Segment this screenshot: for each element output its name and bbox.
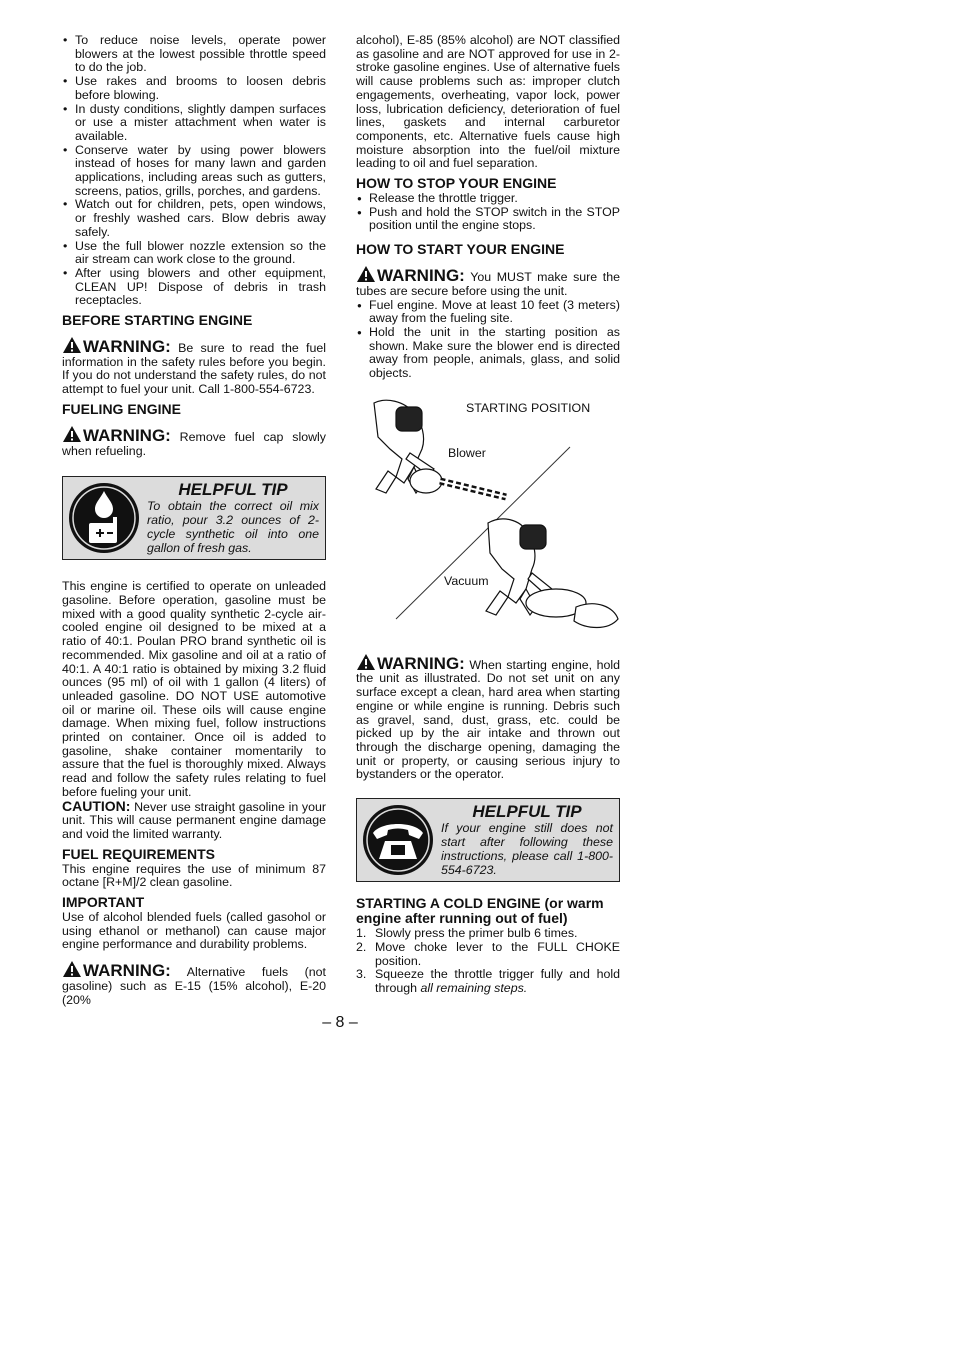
warning-triangle-icon — [62, 425, 82, 443]
before-starting-heading: BEFORE STARTING ENGINE — [62, 312, 253, 329]
fuel-requirements-heading: FUEL REQUIREMENTS — [62, 845, 215, 862]
page-number: – 8 – — [322, 1014, 358, 1031]
figure-label-blower: Blower — [448, 445, 486, 460]
warning-text: When starting engine, hold the unit as illustrated. Do not set unit on any surface except a clean, hard area when starting engine or while engine is running. Debris such as gravel, sand, dust, grass, etc. could be picked up by the air intake and thrown out through the discharge opening, damaging the unit or property, or causing serious injury to bystanders or the operator. — [356, 657, 620, 782]
list-item: 3. Squeeze the throttle trigger fully and hold through all remaining steps. — [356, 967, 620, 995]
warning-triangle-icon — [62, 336, 82, 354]
right-column — [356, 34, 620, 996]
left-column — [62, 34, 326, 1007]
list-item: ● Fuel engine. Move at least 10 feet (3 meters) away from the fueling site. — [356, 299, 620, 326]
list-item: • Use rakes and brooms to loosen debris before blowing. — [62, 75, 326, 102]
warning-label: WARNING: — [83, 961, 171, 981]
warning-starting — [356, 653, 620, 782]
warning-triangle-icon — [356, 265, 376, 283]
tip-text: If your engine still does not start after following these instructions, please call 1-800-554-6723. — [441, 821, 613, 878]
tip-text: To obtain the correct oil mix ratio, pour 3.2 ounces of 2-cycle synthetic oil into one gallon of fresh gas. — [147, 499, 319, 556]
figure-label-vacuum: Vacuum — [444, 573, 489, 588]
list-item: ● Release the throttle trigger. — [356, 192, 620, 206]
warning-triangle-icon — [62, 960, 82, 978]
list-item: ● Push and hold the STOP switch in the STOP position until the engine stops. — [356, 206, 620, 233]
warning-label: WARNING: — [377, 266, 465, 286]
start-engine-heading: HOW TO START YOUR ENGINE — [356, 241, 565, 258]
list-item: • Conserve water by using power blowers instead of hoses for many lawn and garden applications, including areas such as gutters, screens, patios, grills, porches, and gardens. — [62, 144, 326, 199]
warning-alt-fuels — [62, 960, 326, 1007]
tips-list — [62, 34, 326, 308]
telephone-icon — [361, 803, 435, 877]
warning-fuel-info — [62, 336, 326, 397]
warning-text: Remove fuel cap slowly when refueling. — [62, 429, 326, 458]
caution-block — [62, 797, 326, 842]
engine-paragraph: This engine is certified to operate on unleaded gasoline. Before operation, gasoline must be mixed with a good quality synthetic 2-cycle air-cooled engine oil designed to be mixed at a ratio of 40:1. Poulan PRO brand synthetic oil is recommended. Mix gasoline and oil at a ratio of 40:1. A 40:1 ratio is obtained by mixing 3.2 fluid ounces (95 ml) of oil with 1 gallon (4 liters) of unleaded gasoline. DO NOT USE automotive oil or marine oil. These oils will cause engine damage. When mixing fuel, follow instructions printed on container. Once oil is added to gasoline, shake container momentarily to assure that the fuel is thoroughly mixed. Always read and follow the safety rules relating to fuel before fueling your unit. — [62, 579, 326, 799]
helpful-tip-oil-mix — [62, 476, 326, 560]
warning-text: You MUST make sure the tubes are secure before using the unit. — [356, 270, 621, 298]
starting-position-figure — [356, 393, 620, 643]
list-item: 2. Move choke lever to the FULL CHOKE position. — [356, 939, 620, 968]
warning-fuel-cap — [62, 425, 326, 458]
cold-engine-steps — [356, 927, 620, 996]
start-engine-list — [356, 299, 620, 381]
list-item: ● Hold the unit in the starting position as shown. Make sure the blower end is directed away from people, animals, glass, and solid objects. — [356, 326, 620, 381]
stop-engine-heading: HOW TO STOP YOUR ENGINE — [356, 175, 557, 192]
list-item: 1. Slowly press the primer bulb 6 times. — [356, 926, 578, 941]
helpful-tip-call — [356, 798, 620, 882]
starting-position-illustration — [356, 393, 620, 643]
fuel-can-icon — [67, 481, 141, 555]
important-heading: IMPORTANT — [62, 894, 145, 911]
fueling-heading: FUELING ENGINE — [62, 400, 182, 417]
list-item: • To reduce noise levels, operate power blowers at the lowest possible throttle speed to do the job. — [62, 34, 326, 75]
cold-engine-heading: STARTING A COLD ENGINE (or warm engine after running out of fuel) — [356, 895, 604, 927]
stop-engine-list — [356, 192, 620, 233]
important-text: Use of alcohol blended fuels (called gasohol or using ethanol or methanol) can cause major engine performance and durability problems. — [62, 910, 326, 952]
warning-label: WARNING: — [83, 337, 171, 357]
list-item: • In dusty conditions, slightly dampen surfaces or use a mister attachment when water is available. — [62, 103, 326, 144]
list-item: • Use the full blower nozzle extension so the air stream can work close to the ground. — [62, 240, 326, 267]
tip-title: HELPFUL TIP — [472, 802, 582, 822]
warning-text: Be sure to read the fuel information in the safety rules before you begin. If you do not understand the safety rules, do not attempt to fuel your unit. Call 1-800-554-6723. — [62, 341, 326, 397]
warning-label: WARNING: — [377, 653, 465, 673]
list-item: • Watch out for children, pets, open windows, or freshly washed cars. Blow debris away safely. — [62, 198, 326, 239]
caution-text: Never use straight gasoline in your unit. This will cause permanent engine damage and void the limited warranty. — [62, 799, 326, 841]
warning-triangle-icon — [356, 653, 376, 671]
list-item: • After using blowers and other equipment, CLEAN UP! Dispose of debris in trash receptacles. — [62, 267, 326, 308]
caution-label: CAUTION: — [62, 797, 131, 814]
warning-text: Alternative fuels (not gasoline) such as E-15 (15% alcohol), E-20 (20% — [62, 965, 327, 1007]
warning-tubes — [356, 265, 620, 298]
alt-fuels-continued: alcohol), E-85 (85% alcohol) are NOT classified as gasoline and are NOT approved for use in 2-stroke gasoline engines. Use of alternative fuels will cause problems such as: improper clutch engagements, overheating, vapor lock, power loss, lubrication deficiency, deterioration of fuel lines, gaskets and internal carburetor components, etc. Alternative fuels cause high moisture absorption into the fuel/oil mixture leading to oil and fuel separation. — [356, 33, 620, 171]
fuel-requirements-text: This engine requires the use of minimum 87 octane [R+M]/2 clean gasoline. — [62, 861, 326, 890]
tip-title: HELPFUL TIP — [178, 480, 288, 500]
figure-title: STARTING POSITION — [466, 400, 591, 415]
warning-label: WARNING: — [83, 425, 171, 445]
